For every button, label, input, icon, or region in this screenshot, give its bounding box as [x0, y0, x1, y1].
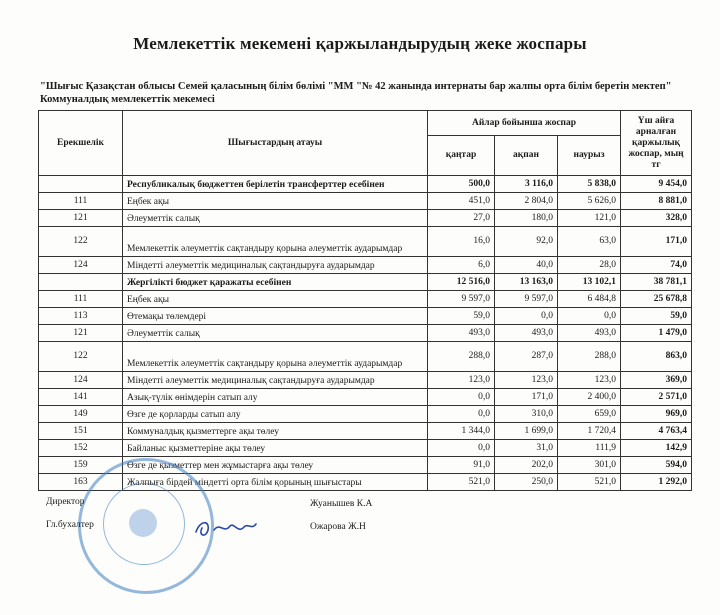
section-row [39, 274, 692, 291]
cell-code: 124 [39, 372, 123, 389]
cell-expense-name: Әлеуметтік салық [123, 325, 428, 342]
cell-jan: 59,0 [428, 308, 495, 325]
cell-jan: 16,0 [428, 227, 495, 257]
table-row [39, 325, 692, 342]
cell-total: 142,9 [621, 440, 692, 457]
cell-feb: 287,0 [495, 342, 558, 372]
header-month-jan: қаңтар [428, 136, 495, 176]
cell-expense-name: Өзге де қорларды сатып алу [123, 406, 428, 423]
cell-total: 969,0 [621, 406, 692, 423]
cell-expense-name: Азық-түлік өнімдерін сатып алу [123, 389, 428, 406]
cell-total: 38 781,1 [621, 274, 692, 291]
cell-feb: 180,0 [495, 210, 558, 227]
table-row [39, 210, 692, 227]
header-monthly-plan: Айлар бойынша жоспар [428, 111, 621, 136]
cell-jan: 123,0 [428, 372, 495, 389]
cell-jan: 493,0 [428, 325, 495, 342]
cell-mar: 111,9 [558, 440, 621, 457]
cell-feb: 92,0 [495, 227, 558, 257]
cell-feb: 13 163,0 [495, 274, 558, 291]
cell-feb: 171,0 [495, 389, 558, 406]
cell-feb: 0,0 [495, 308, 558, 325]
cell-code: 121 [39, 325, 123, 342]
cell-total: 59,0 [621, 308, 692, 325]
cell-feb: 250,0 [495, 474, 558, 491]
cell-jan: 521,0 [428, 474, 495, 491]
cell-expense-name: Міндетті әлеуметтік медициналық сақтандыруға аударымдар [123, 372, 428, 389]
cell-jan: 12 516,0 [428, 274, 495, 291]
financing-plan-table [38, 110, 692, 491]
cell-feb: 3 116,0 [495, 176, 558, 193]
cell-jan: 451,0 [428, 193, 495, 210]
cell-total: 8 881,0 [621, 193, 692, 210]
cell-expense-name: Еңбек ақы [123, 193, 428, 210]
table-row [39, 291, 692, 308]
table-row [39, 308, 692, 325]
cell-feb: 310,0 [495, 406, 558, 423]
accountant-label: Гл.бухалтер [46, 520, 94, 530]
cell-feb: 9 597,0 [495, 291, 558, 308]
cell-code: 113 [39, 308, 123, 325]
accountant-name: Ожарова Ж.Н [310, 522, 366, 532]
header-code: Ерекшелік [39, 111, 123, 176]
cell-expense-name: Өтемақы төлемдері [123, 308, 428, 325]
cell-jan: 1 344,0 [428, 423, 495, 440]
cell-jan: 0,0 [428, 440, 495, 457]
cell-total: 1 479,0 [621, 325, 692, 342]
cell-code: 151 [39, 423, 123, 440]
signature-mark [190, 512, 260, 542]
cell-mar: 0,0 [558, 308, 621, 325]
cell-mar: 123,0 [558, 372, 621, 389]
cell-total: 2 571,0 [621, 389, 692, 406]
cell-feb: 202,0 [495, 457, 558, 474]
cell-total: 4 763,4 [621, 423, 692, 440]
cell-jan: 0,0 [428, 389, 495, 406]
cell-total: 9 454,0 [621, 176, 692, 193]
cell-jan: 9 597,0 [428, 291, 495, 308]
cell-jan: 6,0 [428, 257, 495, 274]
cell-total: 369,0 [621, 372, 692, 389]
cell-total: 328,0 [621, 210, 692, 227]
table-row [39, 389, 692, 406]
cell-mar: 5 626,0 [558, 193, 621, 210]
cell-code: 111 [39, 291, 123, 308]
director-label: Директор [46, 497, 85, 507]
cell-feb: 493,0 [495, 325, 558, 342]
table-body [39, 176, 692, 491]
cell-total: 25 678,8 [621, 291, 692, 308]
cell-expense-name: Мемлекеттік әлеуметтік сақтандыру қорына әлеуметтік аударымдар [123, 227, 428, 257]
cell-mar: 6 484,8 [558, 291, 621, 308]
cell-mar: 2 400,0 [558, 389, 621, 406]
cell-mar: 28,0 [558, 257, 621, 274]
table-row [39, 257, 692, 274]
cell-expense-name: Жалпыға бірдей міндетті орта білім қорының шығыстары [123, 474, 428, 491]
cell-code: 152 [39, 440, 123, 457]
cell-feb: 40,0 [495, 257, 558, 274]
cell-mar: 659,0 [558, 406, 621, 423]
cell-mar: 301,0 [558, 457, 621, 474]
cell-expense-name: Өзге де қызметтер мен жұмыстарға ақы төлеу [123, 457, 428, 474]
cell-code [39, 176, 123, 193]
cell-expense-name: Байланыс қызметтеріне ақы төлеу [123, 440, 428, 457]
cell-expense-name: Республикалық бюджеттен берілетін трансферттер есебінен [123, 176, 428, 193]
cell-expense-name: Еңбек ақы [123, 291, 428, 308]
cell-jan: 500,0 [428, 176, 495, 193]
cell-mar: 288,0 [558, 342, 621, 372]
header-month-mar: наурыз [558, 136, 621, 176]
cell-feb: 31,0 [495, 440, 558, 457]
cell-total: 74,0 [621, 257, 692, 274]
cell-jan: 288,0 [428, 342, 495, 372]
cell-expense-name: Жергілікті бюджет қаражаты есебінен [123, 274, 428, 291]
cell-expense-name: Міндетті әлеуметтік медициналық сақтандыруға аударымдар [123, 257, 428, 274]
cell-code: 159 [39, 457, 123, 474]
cell-mar: 1 720,4 [558, 423, 621, 440]
cell-total: 863,0 [621, 342, 692, 372]
cell-feb: 1 699,0 [495, 423, 558, 440]
table-row [39, 423, 692, 440]
cell-code: 163 [39, 474, 123, 491]
cell-code: 122 [39, 342, 123, 372]
header-month-feb: ақпан [495, 136, 558, 176]
section-row [39, 176, 692, 193]
cell-total: 171,0 [621, 227, 692, 257]
organization-name: "Шығыс Қазақстан облысы Семей қаласының білім бөлімі "ММ "№ 42 жанында интернаты бар жалпы орта білім беретін мектеп" Коммуналдық мемлекеттік мекемесі [40, 81, 672, 105]
table-row [39, 342, 692, 372]
table-row [39, 406, 692, 423]
cell-code: 111 [39, 193, 123, 210]
cell-code: 141 [39, 389, 123, 406]
cell-jan: 27,0 [428, 210, 495, 227]
table-row [39, 227, 692, 257]
cell-code: 121 [39, 210, 123, 227]
cell-jan: 0,0 [428, 406, 495, 423]
cell-mar: 63,0 [558, 227, 621, 257]
cell-mar: 13 102,1 [558, 274, 621, 291]
cell-mar: 5 838,0 [558, 176, 621, 193]
cell-total: 594,0 [621, 457, 692, 474]
cell-code: 149 [39, 406, 123, 423]
cell-code: 122 [39, 227, 123, 257]
table-row [39, 193, 692, 210]
document-title: Мемлекеттік мекемені қаржыландырудың жеке жоспары [133, 34, 587, 53]
cell-feb: 2 804,0 [495, 193, 558, 210]
cell-expense-name: Коммуналдық қызметтерге ақы төлеу [123, 423, 428, 440]
cell-mar: 121,0 [558, 210, 621, 227]
header-expense-name: Шығыстардың атауы [123, 111, 428, 176]
cell-expense-name: Мемлекеттік әлеуметтік сақтандыру қорына әлеуметтік аударымдар [123, 342, 428, 372]
cell-mar: 493,0 [558, 325, 621, 342]
director-name: Жуанышев К.А [310, 499, 373, 509]
cell-total: 1 292,0 [621, 474, 692, 491]
header-quarter-total: Үш айға арналған қаржылық жоспар, мың тг [621, 111, 692, 176]
cell-expense-name: Әлеуметтік салық [123, 210, 428, 227]
cell-jan: 91,0 [428, 457, 495, 474]
table-row [39, 440, 692, 457]
cell-code: 124 [39, 257, 123, 274]
cell-feb: 123,0 [495, 372, 558, 389]
cell-code [39, 274, 123, 291]
table-row [39, 372, 692, 389]
cell-mar: 521,0 [558, 474, 621, 491]
